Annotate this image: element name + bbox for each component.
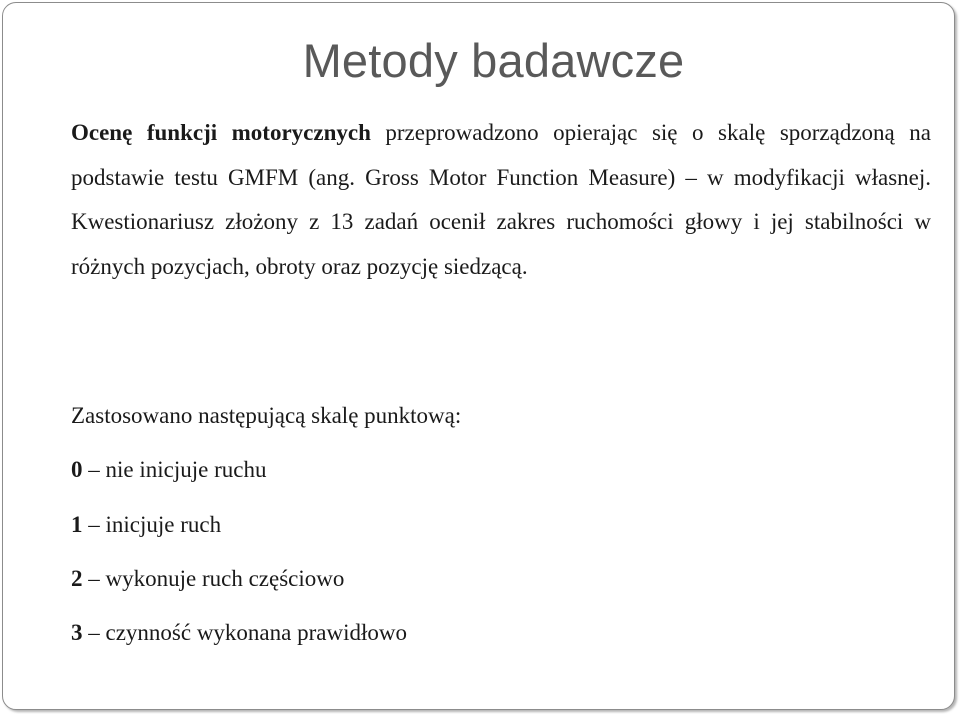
scale-desc: – wykonuje ruch częściowo xyxy=(82,566,345,591)
scale-score: 2 xyxy=(71,566,83,591)
slide-content xyxy=(71,111,931,645)
scale-item-3 xyxy=(71,617,407,649)
intro-bold-lead: Ocenę funkcji motorycznych xyxy=(71,120,371,145)
intro-paragraph xyxy=(71,111,931,289)
scale-score: 0 xyxy=(71,457,83,482)
scale-intro: Zastosowano następującą skalę punktową: xyxy=(71,403,462,428)
scale-desc: – inicjuje ruch xyxy=(82,512,222,537)
slide-title: Metody badawcze xyxy=(302,34,685,87)
scale-item-2 xyxy=(71,563,344,595)
scale-score: 3 xyxy=(71,620,83,645)
scale-desc: – nie inicjuje ruchu xyxy=(82,457,267,482)
slide-frame xyxy=(2,2,955,710)
scale-score: 1 xyxy=(71,512,83,537)
scale-item-0 xyxy=(71,454,266,486)
scale-desc: – czynność wykonana prawidłowo xyxy=(82,620,407,645)
scale-item-1 xyxy=(71,509,221,541)
intro-text: przeprowadzono opierając się o skalę sporządzoną na podstawie testu GMFM (ang. Gross Motor Function Measure) – w modyfikacji własnej. Kwestionariusz złożony z 13 zadań ocenił zakres ruchomości głowy i jej stabilności w różnych pozycjach, obroty oraz pozycję siedzącą. xyxy=(71,120,931,279)
